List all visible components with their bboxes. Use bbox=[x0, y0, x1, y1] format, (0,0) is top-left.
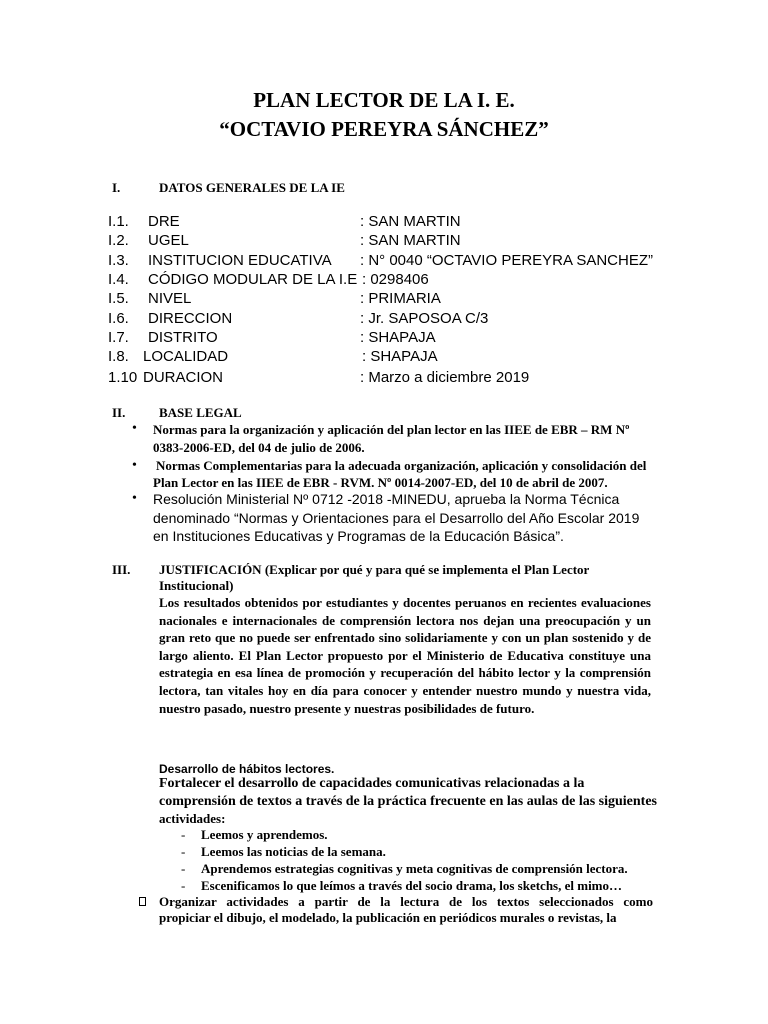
organizar-line: propiciar el dibujo, el modelado, la publicación en periódicos murales o revistas, la bbox=[159, 910, 617, 925]
list-item-line: Plan Lector en las IIEE de EBR - RVM. Nº 0014-2007-ED, del 10 de abril de 2007. bbox=[153, 475, 608, 490]
section-number: III. bbox=[112, 562, 131, 577]
row-label: DURACION bbox=[143, 369, 224, 386]
list-item-line: en Instituciones Educativas y Programas de la Educación Básica”. bbox=[153, 528, 564, 544]
row-number: I.7. bbox=[108, 329, 129, 346]
row-value: : SAN MARTIN bbox=[360, 232, 461, 249]
list-item-line: 0383-2006-ED, del 04 de julio de 2006. bbox=[153, 440, 365, 455]
row-value: : SHAPAJA bbox=[360, 329, 436, 346]
list-item-line: Resolución Ministerial Nº 0712 -2018 -MINEDU, aprueba la Norma Técnica bbox=[153, 491, 620, 507]
activity-text: Escenificamos lo que leímos a través del socio drama, los sketchs, el mimo… bbox=[201, 878, 623, 893]
dash-bullet: - bbox=[181, 827, 186, 842]
row-label: INSTITUCION EDUCATIVA bbox=[148, 252, 332, 269]
list-item-line: Normas para la organización y aplicación del plan lector en las IIEE de EBR – RM Nº bbox=[153, 422, 630, 437]
row-number: I.2. bbox=[108, 232, 129, 249]
row-number: I.3. bbox=[108, 252, 129, 269]
activity-text: Aprendemos estrategias cognitivas y meta cognitivas de comprensión lectora. bbox=[201, 861, 628, 876]
dash-bullet: - bbox=[181, 861, 186, 876]
habitos-intro-line: actividades: bbox=[159, 811, 226, 826]
document-title-line1: PLAN LECTOR DE LA I. E. bbox=[253, 88, 515, 112]
section-number: I. bbox=[112, 180, 121, 195]
bullet-icon: • bbox=[132, 458, 137, 473]
row-number: 1.10 bbox=[108, 369, 138, 386]
document-title-line2: “OCTAVIO PEREYRA SÁNCHEZ” bbox=[219, 117, 549, 141]
dash-bullet: - bbox=[181, 878, 186, 893]
activity-text: Leemos y aprendemos. bbox=[201, 827, 328, 842]
row-value: : SHAPAJA bbox=[362, 348, 438, 365]
row-value: : SAN MARTIN bbox=[360, 213, 461, 230]
row-value: : 0298406 bbox=[362, 271, 429, 288]
section-number: II. bbox=[112, 405, 126, 420]
row-label: CÓDIGO MODULAR DE LA I.E bbox=[148, 271, 358, 288]
row-label: UGEL bbox=[148, 232, 189, 249]
organizar-line: Organizar actividades a partir de la lectura de los textos seleccionados como bbox=[159, 894, 653, 909]
row-number: I.5. bbox=[108, 290, 129, 307]
square-bullet-icon bbox=[139, 897, 146, 906]
list-item-line: denominado “Normas y Orientaciones para el Desarrollo del Año Escolar 2019 bbox=[153, 510, 640, 526]
row-number: I.6. bbox=[108, 310, 129, 327]
list-item-line: Normas Complementarias para la adecuada organización, aplicación y consolidación del bbox=[156, 458, 647, 473]
row-label: DRE bbox=[148, 213, 180, 230]
activity-text: Leemos las noticias de la semana. bbox=[201, 844, 386, 859]
row-number: I.8. bbox=[108, 348, 129, 365]
bullet-icon: • bbox=[132, 421, 137, 436]
row-value: : Marzo a diciembre 2019 bbox=[360, 369, 530, 386]
subsection-title: Desarrollo de hábitos lectores. bbox=[159, 762, 335, 776]
dash-bullet: - bbox=[181, 844, 186, 859]
section-title: DATOS GENERALES DE LA IE bbox=[159, 180, 345, 195]
section-title: JUSTIFICACIÓN (Explicar por qué y para qué se implementa el Plan Lector bbox=[159, 562, 590, 577]
section-title: BASE LEGAL bbox=[159, 405, 242, 420]
row-number: I.1. bbox=[108, 213, 129, 230]
row-value: : N° 0040 “OCTAVIO PEREYRA SANCHEZ” bbox=[360, 252, 654, 269]
bullet-icon: • bbox=[132, 491, 137, 506]
row-label: LOCALIDAD bbox=[143, 348, 229, 365]
row-label: NIVEL bbox=[148, 290, 192, 307]
row-number: I.4. bbox=[108, 271, 129, 288]
habitos-intro-line: comprensión de textos a través de la práctica frecuente en las aulas de las siguientes bbox=[159, 794, 657, 809]
row-label: DIRECCION bbox=[148, 310, 233, 327]
row-value: : Jr. SAPOSOA C/3 bbox=[360, 310, 489, 327]
section-title-continued: Institucional) bbox=[159, 578, 234, 593]
justificacion-paragraph: Los resultados obtenidos por estudiantes y docentes peruanos en recientes evaluaciones nacionales e internacionales de comprensión lectora nos dejan una preocupación y un gran reto que no puede ser enfrentado sino solidariamente y con un plan sostenido y de largo aliento. El Plan Lector propuesto por el Ministerio de Educativa constituye una estrategia en esa línea de promoción y recuperación del hábito lector y la comprensión lectora, tan vitales hoy en día para conocer y entender nuestro mundo y nuestra vida, nuestro pasado, nuestro presente y nuestras posibilidades de futuro. bbox=[159, 595, 651, 716]
row-value: : PRIMARIA bbox=[360, 290, 441, 307]
habitos-intro-line: Fortalecer el desarrollo de capacidades comunicativas relacionadas a la bbox=[159, 776, 585, 791]
row-label: DISTRITO bbox=[148, 329, 218, 346]
